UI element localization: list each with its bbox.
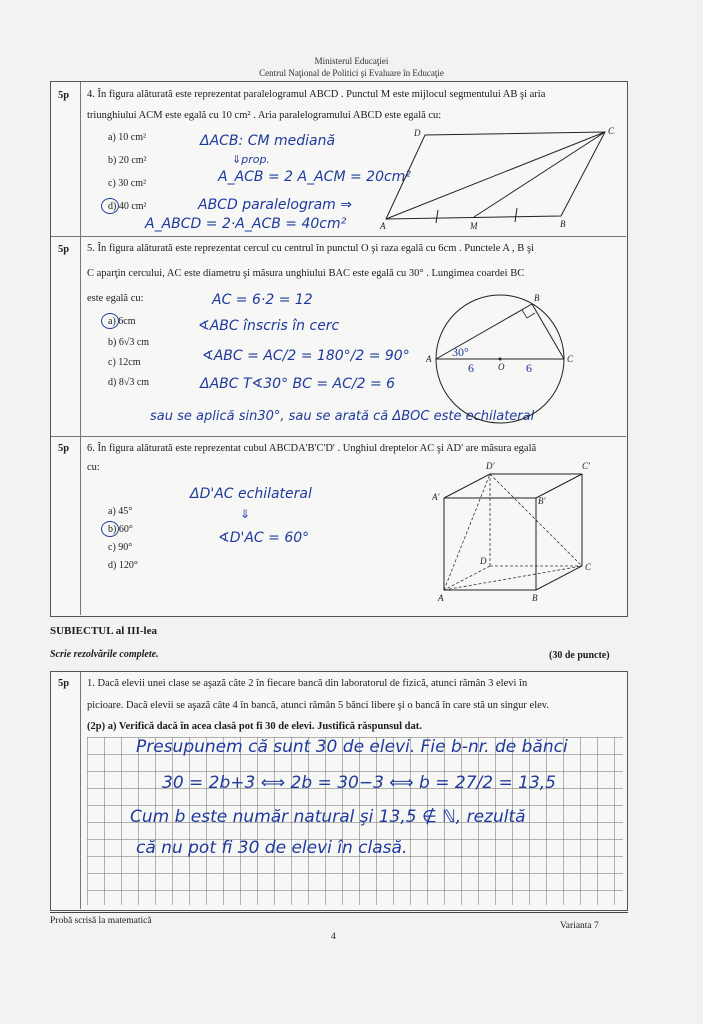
footer-rule — [50, 912, 628, 913]
q4-option-b: b) 20 cm² — [108, 155, 147, 166]
p1-line2: picioare. Dacă elevii se aşază câte 4 în bancă, atunci rămân 5 bănci libere şi o bancă în care stă un singur elev. — [87, 700, 549, 711]
q4-divider — [51, 236, 626, 237]
points-column-divider — [80, 82, 81, 615]
q5-line2: C aparţin cercului, AC este diametru şi măsura unghiului BAC este egală cu 30° . Lungimea coardei BC — [87, 268, 525, 279]
q6-points: 5p — [58, 443, 70, 454]
q6-label-a-prime: A' — [432, 492, 440, 502]
q5-hand-6b: 6 — [526, 361, 532, 375]
circle-figure — [428, 292, 578, 432]
q6-option-a: a) 45° — [108, 506, 133, 517]
q4-hand-4: ABCD paralelogram ⇒ — [198, 197, 352, 213]
q4-line2: triunghiului ACM este egală cu 10 cm² . Aria paralelogramului ABCD este egală cu: — [87, 110, 442, 121]
q6-option-d: d) 120° — [108, 560, 138, 571]
q5-hand-2: ∢ABC înscris în cerc — [198, 318, 340, 334]
q6-label-c-prime: C' — [582, 461, 590, 471]
q4-option-a: a) 10 cm² — [108, 132, 146, 143]
q6-option-b: b) 60° — [108, 524, 133, 535]
p1-points: 5p — [58, 678, 70, 689]
q5-hand-angle: 30° — [452, 345, 469, 359]
q6-label-b: B — [532, 593, 538, 603]
q4-hand-1: ΔACB: CM mediană — [200, 133, 336, 149]
q6-label-d-prime: D' — [486, 461, 495, 471]
q6-hand-2: ⇓ — [240, 507, 251, 521]
q4-label-c: C — [608, 126, 615, 136]
p1-hand-4: că nu pot fi 30 de elevi în clasă. — [136, 838, 408, 858]
p1-hand-2: 30 = 2b+3 ⟺ 2b = 30−3 ⟺ b = 27/2 = 13,5 — [162, 773, 556, 793]
q5-answer-circle — [101, 313, 119, 329]
q6-label-d: D — [480, 556, 487, 566]
q4-label-b: B — [560, 219, 566, 229]
q5-line3: este egală cu: — [87, 293, 144, 304]
section-instruction: Scrie rezolvările complete. — [50, 649, 159, 660]
q4-option-c: c) 30 cm² — [108, 178, 146, 189]
q6-label-c: C — [585, 562, 592, 572]
q6-answer-circle — [101, 521, 119, 537]
q6-line1: 6. În figura alăturată este reprezentat cubul ABCDA'B'C'D' . Unghiul dreptelor AC şi AD' are măsura egală — [87, 443, 537, 454]
section-points: (30 de puncte) — [549, 650, 610, 661]
q5-hand-3: ∢ABC = AC/2 = 180°/2 = 90° — [202, 348, 410, 364]
q6-hand-3: ∢D'AC = 60° — [218, 530, 310, 546]
q5-points: 5p — [58, 244, 70, 255]
q4-option-d: d) 40 cm² — [108, 201, 147, 212]
q5-option-d: d) 8√3 cm — [108, 377, 150, 388]
q6-label-a: A — [438, 593, 444, 603]
q4-label-a: A — [380, 221, 386, 231]
p1-line1: 1. Dacă elevii unei clase se aşază câte 2 în fiecare bancă din laboratorul de fizică, atunci rămân 3 elevi în — [87, 678, 528, 689]
q5-hand-5: sau se aplică sin30°, sau se arată că ΔBOC este echilateral — [150, 409, 535, 424]
q4-hand-2: ⇓prop. — [232, 153, 270, 166]
q4-hand-5: A_ABCD = 2·A_ACB = 40cm² — [145, 216, 347, 232]
q5-divider — [51, 436, 626, 437]
p1-line3: (2p) a) Verifică dacă în acea clasă pot fi 30 de elevi. Justifică răspunsul dat. — [87, 721, 422, 732]
page-number: 4 — [331, 932, 336, 942]
q5-label-o: O — [498, 362, 505, 372]
section-title: SUBIECTUL al III-lea — [50, 625, 157, 637]
q5-line1: 5. În figura alăturată este reprezentat cercul cu centrul în punctul O şi raza egală cu 6cm . Punctele A , B şi — [87, 243, 534, 254]
q6-label-b-prime: B' — [538, 496, 546, 506]
q4-answer-circle — [101, 198, 119, 214]
q5-option-a: a) 6cm — [108, 316, 136, 327]
q5-option-b: b) 6√3 cm — [108, 337, 150, 348]
q5-label-a: A — [426, 354, 432, 364]
cube-figure — [430, 458, 600, 608]
q5-label-b: B — [534, 293, 540, 303]
q5-hand-6a: 6 — [468, 361, 474, 375]
footer-left: Probă scrisă la matematică — [50, 916, 152, 926]
parallelogram-figure — [380, 126, 620, 232]
p1-points-divider — [80, 672, 81, 909]
q5-hand-4: ΔABC T∢30° BC = AC/2 = 6 — [200, 376, 396, 392]
q5-label-c: C — [567, 354, 574, 364]
q4-line1: 4. În figura alăturată este reprezentat paralelogramul ABCD . Punctul M este mijlocul segmentului AB şi aria — [87, 89, 546, 100]
q5-option-c: c) 12cm — [108, 357, 141, 368]
q4-label-d: D — [414, 128, 421, 138]
q6-option-c: c) 90° — [108, 542, 133, 553]
footer-right: Varianta 7 — [560, 921, 599, 931]
q6-hand-1: ΔD'AC echilateral — [190, 486, 312, 502]
q4-label-m: M — [470, 221, 478, 231]
center-header: Centrul Naţional de Politici şi Evaluare în Educaţie — [259, 68, 444, 78]
p1-hand-3: Cum b este număr natural şi 13,5 ∉ ℕ, rezultă — [130, 807, 526, 827]
q5-hand-1: AC = 6·2 = 12 — [212, 292, 313, 308]
q6-line2: cu: — [87, 462, 100, 473]
q4-points: 5p — [58, 90, 70, 101]
q4-hand-3: A_ACB = 2 A_ACM = 20cm² — [218, 169, 411, 185]
p1-hand-1: Presupunem că sunt 30 de elevi. Fie b-nr. de bănci — [136, 737, 568, 757]
ministry-header: Ministerul Educaţiei — [314, 56, 389, 66]
